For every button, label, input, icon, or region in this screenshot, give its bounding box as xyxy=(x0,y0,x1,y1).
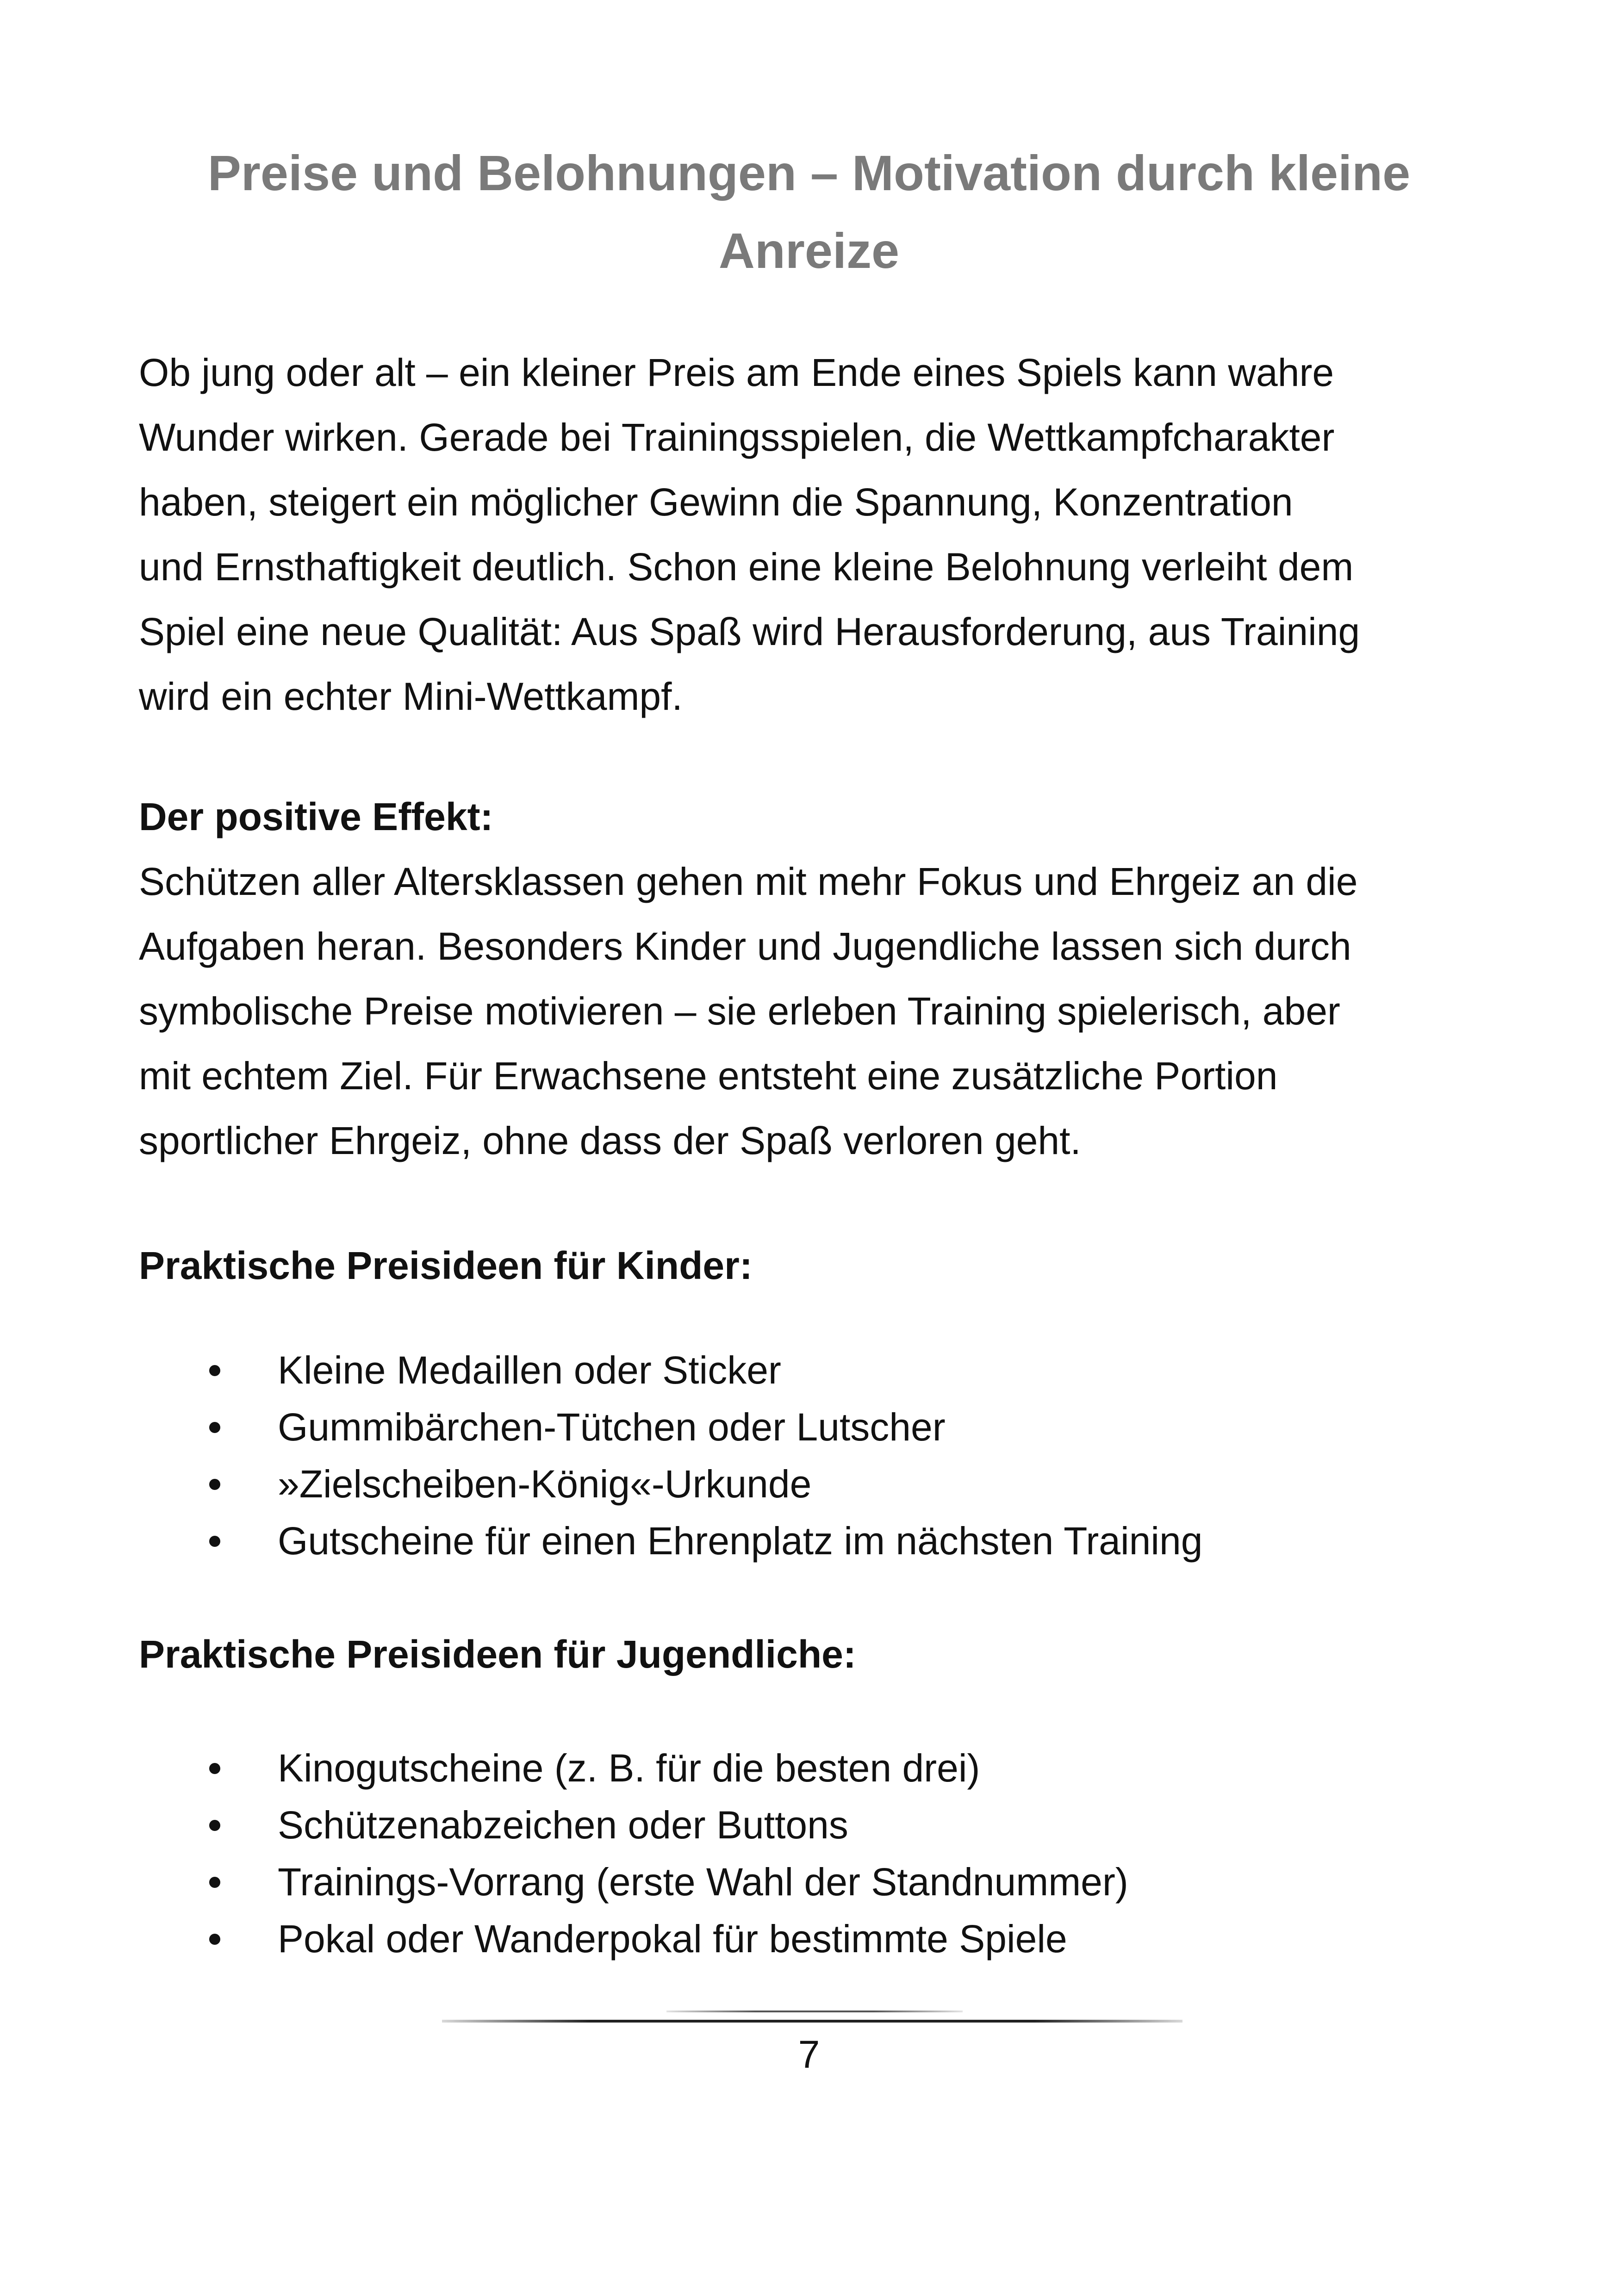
intro-line: Wunder wirken. Gerade bei Trainingsspielen, die Wettkampfcharakter xyxy=(139,416,1335,459)
intro-line: haben, steigert ein möglicher Gewinn die Spannung, Konzentration xyxy=(139,480,1293,524)
list-item-text: Gummibärchen-Tütchen oder Lutscher xyxy=(278,1405,946,1449)
page-title-line-2: Anreize xyxy=(718,223,900,279)
effect-line: Schützen aller Altersklassen gehen mit mehr Fokus und Ehrgeiz an die xyxy=(139,860,1358,903)
bullet-icon xyxy=(209,1479,220,1490)
effect-line: symbolische Preise motivieren – sie erleben Training spielerisch, aber xyxy=(139,989,1340,1033)
intro-line: und Ernsthaftigkeit deutlich. Schon eine kleine Belohnung verleiht dem xyxy=(139,545,1354,589)
page-number: 7 xyxy=(798,2033,820,2076)
intro-line: Spiel eine neue Qualität: Aus Spaß wird Herausforderung, aus Training xyxy=(139,610,1360,653)
list-item xyxy=(139,1854,1435,1911)
youth-prize-list xyxy=(139,1740,1435,1967)
page-title-line-1: Preise und Belohnungen – Motivation durch kleine xyxy=(207,145,1411,201)
effect-heading: Der positive Effekt: xyxy=(139,795,493,838)
list-item xyxy=(139,1456,1435,1513)
list-item xyxy=(139,1911,1435,1967)
effect-line: mit echtem Ziel. Für Erwachsene entsteht eine zusätzliche Portion xyxy=(139,1054,1278,1098)
list-item-text: Kleine Medaillen oder Sticker xyxy=(278,1348,781,1392)
list-item-text: Kinogutscheine (z. B. für die besten drei) xyxy=(278,1746,980,1790)
list-item xyxy=(139,1513,1435,1570)
intro-paragraph xyxy=(139,340,1509,729)
list-item xyxy=(139,1399,1435,1456)
list-item xyxy=(139,1797,1435,1854)
youth-heading: Praktische Preisideen für Jugendliche: xyxy=(139,1632,856,1676)
effect-paragraph xyxy=(139,849,1509,1173)
list-item-text: Pokal oder Wanderpokal für bestimmte Spiele xyxy=(278,1917,1067,1961)
footer-divider-accent xyxy=(666,2011,963,2012)
footer-divider xyxy=(442,2020,1182,2023)
bullet-icon xyxy=(209,1365,220,1376)
bullet-icon xyxy=(209,1877,220,1888)
page-title xyxy=(139,134,1479,290)
list-item-text: Schützenabzeichen oder Buttons xyxy=(278,1803,848,1847)
list-item-text: Gutscheine für einen Ehrenplatz im nächsten Training xyxy=(278,1519,1203,1563)
intro-line: Ob jung oder alt – ein kleiner Preis am Ende eines Spiels kann wahre xyxy=(139,351,1334,394)
effect-line: Aufgaben heran. Besonders Kinder und Jugendliche lassen sich durch xyxy=(139,925,1351,968)
list-item-text: »Zielscheiben-König«-Urkunde xyxy=(278,1462,812,1506)
intro-line: wird ein echter Mini-Wettkampf. xyxy=(139,675,683,718)
bullet-icon xyxy=(209,1422,220,1433)
bullet-icon xyxy=(209,1536,220,1547)
bullet-icon xyxy=(209,1763,220,1774)
bullet-icon xyxy=(209,1820,220,1831)
list-item xyxy=(139,1342,1435,1399)
kids-heading: Praktische Preisideen für Kinder: xyxy=(139,1244,753,1287)
kids-prize-list xyxy=(139,1342,1435,1570)
list-item xyxy=(139,1740,1435,1797)
bullet-icon xyxy=(209,1934,220,1945)
effect-line: sportlicher Ehrgeiz, ohne dass der Spaß verloren geht. xyxy=(139,1119,1081,1162)
list-item-text: Trainings-Vorrang (erste Wahl der Standnummer) xyxy=(278,1860,1128,1904)
